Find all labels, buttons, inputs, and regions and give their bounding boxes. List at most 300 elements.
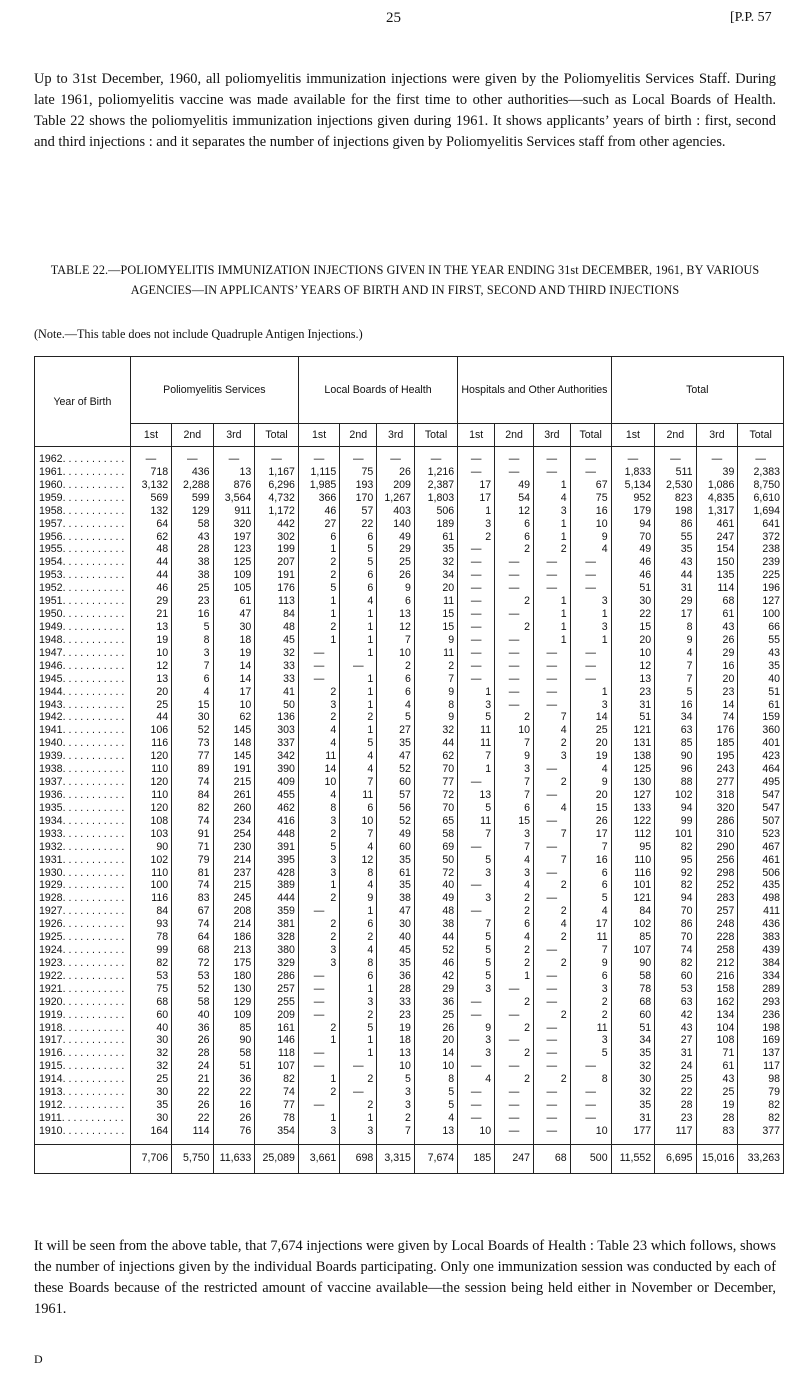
value-cell: 74 xyxy=(655,944,696,957)
value-cell: 1,086 xyxy=(696,479,738,492)
value-cell: 44 xyxy=(130,569,171,582)
year-cell: 1926. . . . . . . . . . . xyxy=(35,918,131,931)
value-cell: 7 xyxy=(340,776,377,789)
value-cell: 444 xyxy=(255,892,299,905)
value-cell: 61 xyxy=(738,699,784,712)
value-cell: 1,317 xyxy=(696,505,738,518)
value-cell: 1 xyxy=(340,1047,377,1060)
value-cell: 2 xyxy=(495,905,534,918)
value-cell: 360 xyxy=(738,724,784,737)
value-cell: 1 xyxy=(340,983,377,996)
value-cell: 19 xyxy=(570,750,611,763)
value-cell: — xyxy=(458,1112,495,1125)
value-cell: 169 xyxy=(738,1034,784,1047)
value-cell: 2 xyxy=(495,595,534,608)
value-cell: 12 xyxy=(130,660,171,673)
value-cell: — xyxy=(298,983,339,996)
value-cell: 318 xyxy=(696,789,738,802)
group-header-local-boards: Local Boards of Health xyxy=(298,357,457,424)
value-cell: 4 xyxy=(377,699,415,712)
value-cell: — xyxy=(458,647,495,660)
value-cell: 33 xyxy=(255,660,299,673)
value-cell: 102 xyxy=(611,918,655,931)
value-cell: 40 xyxy=(377,931,415,944)
value-cell: 29 xyxy=(655,595,696,608)
value-cell: 2 xyxy=(534,1073,571,1086)
year-cell: 1912. . . . . . . . . . . xyxy=(35,1099,131,1112)
value-cell: 22 xyxy=(172,1086,213,1099)
value-cell: 1 xyxy=(298,1034,339,1047)
value-cell: 252 xyxy=(696,879,738,892)
value-cell: 114 xyxy=(172,1125,213,1138)
value-cell: 547 xyxy=(738,802,784,815)
value-cell: 130 xyxy=(611,776,655,789)
year-cell: 1927. . . . . . . . . . . xyxy=(35,905,131,918)
value-cell: 12 xyxy=(377,621,415,634)
value-cell: 138 xyxy=(611,750,655,763)
value-cell: 9 xyxy=(377,582,415,595)
value-cell: 60 xyxy=(655,970,696,983)
value-cell: 436 xyxy=(172,466,213,479)
value-cell: 383 xyxy=(738,931,784,944)
value-cell: 17 xyxy=(458,479,495,492)
value-cell: 92 xyxy=(655,867,696,880)
value-cell: 2 xyxy=(534,1009,571,1022)
value-cell: 11 xyxy=(458,724,495,737)
value-cell: — xyxy=(458,569,495,582)
value-cell: 261 xyxy=(213,789,255,802)
value-cell: 2 xyxy=(298,621,339,634)
value-cell: 1,172 xyxy=(255,505,299,518)
value-cell: 30 xyxy=(172,711,213,724)
value-cell: 13 xyxy=(611,673,655,686)
value-cell: 384 xyxy=(738,957,784,970)
value-cell: 1 xyxy=(534,518,571,531)
value-cell: 49 xyxy=(611,543,655,556)
value-cell: — xyxy=(495,608,534,621)
value-cell: 28 xyxy=(377,983,415,996)
value-cell: 30 xyxy=(130,1086,171,1099)
value-cell: — xyxy=(495,1086,534,1099)
value-cell: 35 xyxy=(611,1047,655,1060)
value-cell: 189 xyxy=(414,518,457,531)
value-cell: 7 xyxy=(377,634,415,647)
table-row xyxy=(35,466,784,479)
value-cell: 23 xyxy=(611,686,655,699)
value-cell: 53 xyxy=(655,983,696,996)
value-cell: 1 xyxy=(458,763,495,776)
value-cell: 70 xyxy=(655,931,696,944)
value-cell: 70 xyxy=(611,531,655,544)
value-cell: 1 xyxy=(298,634,339,647)
year-cell: 1955. . . . . . . . . . . xyxy=(35,543,131,556)
value-cell: 257 xyxy=(255,983,299,996)
value-cell: 75 xyxy=(570,492,611,505)
table-row xyxy=(35,453,784,466)
value-cell: 55 xyxy=(655,531,696,544)
value-cell: 511 xyxy=(655,466,696,479)
value-cell: — xyxy=(495,582,534,595)
value-cell: 3 xyxy=(298,957,339,970)
table-row xyxy=(35,686,784,699)
value-cell: — xyxy=(458,1099,495,1112)
table-row xyxy=(35,595,784,608)
value-cell: 5 xyxy=(340,543,377,556)
value-cell: 77 xyxy=(414,776,457,789)
value-cell: — xyxy=(534,1112,571,1125)
year-cell: 1915. . . . . . . . . . . xyxy=(35,1060,131,1073)
value-cell: 60 xyxy=(377,841,415,854)
value-cell: 9 xyxy=(495,750,534,763)
table-row xyxy=(35,569,784,582)
value-cell: 1 xyxy=(340,634,377,647)
value-cell: 46 xyxy=(611,569,655,582)
value-cell: 107 xyxy=(255,1060,299,1073)
value-cell: 9 xyxy=(340,892,377,905)
value-cell: 7 xyxy=(495,841,534,854)
value-cell: 60 xyxy=(377,776,415,789)
value-cell: — xyxy=(534,944,571,957)
value-cell: 110 xyxy=(130,867,171,880)
value-cell: 116 xyxy=(611,867,655,880)
year-cell: 1910. . . . . . . . . . . xyxy=(35,1125,131,1138)
subheader-3rd: 3rd xyxy=(213,424,255,447)
value-cell: — xyxy=(534,1099,571,1112)
value-cell: 78 xyxy=(611,983,655,996)
value-cell: — xyxy=(298,1009,339,1022)
value-cell: 3 xyxy=(377,1086,415,1099)
value-cell: 129 xyxy=(213,996,255,1009)
table-row xyxy=(35,660,784,673)
value-cell: 140 xyxy=(377,518,415,531)
value-cell: 11 xyxy=(414,595,457,608)
value-cell: 506 xyxy=(738,867,784,880)
value-cell: 7 xyxy=(414,673,457,686)
value-cell: 1 xyxy=(458,505,495,518)
page-reference: [P.P. 57 xyxy=(730,10,772,25)
value-cell: 117 xyxy=(738,1060,784,1073)
value-cell: 16 xyxy=(570,505,611,518)
year-cell: 1949. . . . . . . . . . . xyxy=(35,621,131,634)
year-cell: 1946. . . . . . . . . . . xyxy=(35,660,131,673)
subheader-total: Total xyxy=(255,424,299,447)
value-cell: — xyxy=(495,1112,534,1125)
value-cell: 260 xyxy=(213,802,255,815)
value-cell: 4 xyxy=(570,543,611,556)
value-cell: 2 xyxy=(414,660,457,673)
value-cell: — xyxy=(570,556,611,569)
value-cell: 127 xyxy=(738,595,784,608)
value-cell: 495 xyxy=(738,776,784,789)
value-cell: 154 xyxy=(696,543,738,556)
value-cell: 2 xyxy=(495,1073,534,1086)
value-cell: 1 xyxy=(298,595,339,608)
value-cell: — xyxy=(534,789,571,802)
value-cell: 1,115 xyxy=(298,466,339,479)
year-cell: 1953. . . . . . . . . . . xyxy=(35,569,131,582)
table-row xyxy=(35,841,784,854)
value-cell: 70 xyxy=(414,802,457,815)
value-cell: 2 xyxy=(495,957,534,970)
value-cell: 101 xyxy=(655,828,696,841)
value-cell: 93 xyxy=(130,918,171,931)
value-cell: 28 xyxy=(172,543,213,556)
value-cell: 44 xyxy=(414,931,457,944)
value-cell: — xyxy=(570,1112,611,1125)
year-cell: 1935. . . . . . . . . . . xyxy=(35,802,131,815)
value-cell: 5 xyxy=(458,970,495,983)
value-cell: 11 xyxy=(458,815,495,828)
value-cell: 195 xyxy=(696,750,738,763)
value-cell: 3 xyxy=(458,867,495,880)
value-cell: 4 xyxy=(534,918,571,931)
value-cell: 10 xyxy=(611,647,655,660)
value-cell: 100 xyxy=(130,879,171,892)
value-cell: 1,833 xyxy=(611,466,655,479)
value-cell: 4 xyxy=(458,1073,495,1086)
value-cell: 328 xyxy=(255,931,299,944)
value-cell: 3 xyxy=(340,996,377,1009)
value-cell: 123 xyxy=(213,543,255,556)
value-cell: 243 xyxy=(696,763,738,776)
total-cell: 68 xyxy=(534,1144,571,1173)
value-cell: 2 xyxy=(495,1047,534,1060)
value-cell: 84 xyxy=(255,608,299,621)
value-cell: 10 xyxy=(414,1060,457,1073)
table-row xyxy=(35,1073,784,1086)
value-cell: 4 xyxy=(495,879,534,892)
value-cell: — xyxy=(534,970,571,983)
value-cell: 4 xyxy=(340,750,377,763)
value-cell: 2 xyxy=(495,892,534,905)
table-row xyxy=(35,647,784,660)
value-cell: 94 xyxy=(655,892,696,905)
value-cell: 113 xyxy=(255,595,299,608)
value-cell: 6 xyxy=(377,686,415,699)
value-cell: 6 xyxy=(570,970,611,983)
value-cell: 6 xyxy=(340,582,377,595)
value-cell: 109 xyxy=(213,1009,255,1022)
value-cell: 20 xyxy=(570,789,611,802)
value-cell: — xyxy=(570,466,611,479)
value-cell: 23 xyxy=(696,686,738,699)
value-cell: 3 xyxy=(534,750,571,763)
table-row xyxy=(35,1047,784,1060)
injections-table xyxy=(34,356,784,1174)
value-cell: 52 xyxy=(377,815,415,828)
value-cell: 2 xyxy=(570,1009,611,1022)
value-cell: 108 xyxy=(130,815,171,828)
value-cell: — xyxy=(534,892,571,905)
value-cell: 14 xyxy=(414,1047,457,1060)
value-cell: 68 xyxy=(696,595,738,608)
value-cell: 176 xyxy=(696,724,738,737)
value-cell: — xyxy=(534,647,571,660)
table-row xyxy=(35,1060,784,1073)
value-cell: 42 xyxy=(655,1009,696,1022)
table-row xyxy=(35,879,784,892)
value-cell: 6,610 xyxy=(738,492,784,505)
value-cell: 23 xyxy=(655,1112,696,1125)
value-cell: 30 xyxy=(611,595,655,608)
value-cell: 91 xyxy=(172,828,213,841)
value-cell: 33 xyxy=(377,996,415,1009)
table-row xyxy=(35,543,784,556)
value-cell: 106 xyxy=(130,724,171,737)
value-cell: 247 xyxy=(696,531,738,544)
value-cell: 2,387 xyxy=(414,479,457,492)
value-cell: 2 xyxy=(298,1022,339,1035)
subheader-1st: 1st xyxy=(298,424,339,447)
value-cell: 57 xyxy=(340,505,377,518)
value-cell: 121 xyxy=(611,892,655,905)
value-cell: 32 xyxy=(255,647,299,660)
value-cell: 599 xyxy=(172,492,213,505)
value-cell: 186 xyxy=(213,931,255,944)
value-cell: — xyxy=(495,983,534,996)
year-cell: 1911. . . . . . . . . . . xyxy=(35,1112,131,1125)
total-cell: 3,661 xyxy=(298,1144,339,1173)
value-cell: — xyxy=(495,634,534,647)
value-cell: 26 xyxy=(172,1034,213,1047)
value-cell: 45 xyxy=(377,944,415,957)
value-cell: 55 xyxy=(738,634,784,647)
value-cell: 7 xyxy=(570,944,611,957)
value-cell: 90 xyxy=(611,957,655,970)
footer-mark: D xyxy=(34,1352,43,1366)
value-cell: 5 xyxy=(458,802,495,815)
table-row xyxy=(35,776,784,789)
value-cell: 2 xyxy=(534,776,571,789)
value-cell: 2 xyxy=(534,957,571,970)
group-header-total: Total xyxy=(611,357,783,424)
value-cell: 20 xyxy=(414,582,457,595)
value-cell: 4 xyxy=(495,854,534,867)
value-cell: 25 xyxy=(130,1073,171,1086)
value-cell: 58 xyxy=(611,970,655,983)
year-cell: 1922. . . . . . . . . . . xyxy=(35,970,131,983)
value-cell: 2 xyxy=(298,686,339,699)
value-cell: 3 xyxy=(458,1047,495,1060)
value-cell: 5 xyxy=(340,737,377,750)
value-cell: 117 xyxy=(655,1125,696,1138)
value-cell: 53 xyxy=(130,970,171,983)
value-cell: 2 xyxy=(298,711,339,724)
value-cell: 162 xyxy=(696,996,738,1009)
value-cell: — xyxy=(495,647,534,660)
value-cell: 74 xyxy=(172,776,213,789)
value-cell: — xyxy=(495,699,534,712)
value-cell: 283 xyxy=(696,892,738,905)
value-cell: — xyxy=(534,466,571,479)
value-cell: 79 xyxy=(172,854,213,867)
value-cell: 67 xyxy=(172,905,213,918)
value-cell: 254 xyxy=(213,828,255,841)
value-cell: 8 xyxy=(655,621,696,634)
value-cell: 89 xyxy=(172,763,213,776)
value-cell: 9 xyxy=(414,686,457,699)
value-cell: 461 xyxy=(696,518,738,531)
subheader-2nd: 2nd xyxy=(495,424,534,447)
value-cell: 4 xyxy=(298,724,339,737)
total-cell: 5,750 xyxy=(172,1144,213,1173)
value-cell: 11 xyxy=(340,789,377,802)
value-cell: — xyxy=(570,647,611,660)
value-cell: 5 xyxy=(298,841,339,854)
value-cell: 19 xyxy=(213,647,255,660)
value-cell: 26 xyxy=(377,466,415,479)
value-cell: 25 xyxy=(570,724,611,737)
value-cell: 5 xyxy=(570,1047,611,1060)
value-cell: 10 xyxy=(377,647,415,660)
value-cell: 6 xyxy=(570,867,611,880)
value-cell: 2 xyxy=(495,1022,534,1035)
value-cell: 30 xyxy=(377,918,415,931)
value-cell: 1 xyxy=(340,905,377,918)
value-cell: 435 xyxy=(738,879,784,892)
value-cell: 18 xyxy=(377,1034,415,1047)
value-cell: 718 xyxy=(130,466,171,479)
value-cell: 6 xyxy=(340,802,377,815)
value-cell: 380 xyxy=(255,944,299,957)
table-row xyxy=(35,673,784,686)
value-cell: 2 xyxy=(377,660,415,673)
value-cell: 82 xyxy=(738,1112,784,1125)
table-row xyxy=(35,492,784,505)
value-cell: 11 xyxy=(458,737,495,750)
value-cell: — xyxy=(458,608,495,621)
value-cell: 68 xyxy=(172,944,213,957)
value-cell: 22 xyxy=(172,1112,213,1125)
table-note: (Note.—This table does not include Quadruple Antigen Injections.) xyxy=(34,327,363,341)
value-cell: — xyxy=(534,1047,571,1060)
value-cell: 50 xyxy=(414,854,457,867)
value-cell: 31 xyxy=(655,1047,696,1060)
value-cell: 3 xyxy=(298,944,339,957)
value-cell: 1,803 xyxy=(414,492,457,505)
subheader-total: Total xyxy=(570,424,611,447)
subheader-1st: 1st xyxy=(458,424,495,447)
value-cell: 3 xyxy=(570,621,611,634)
value-cell: 2 xyxy=(340,1073,377,1086)
value-cell: 47 xyxy=(213,608,255,621)
value-cell: 14 xyxy=(213,673,255,686)
table-row xyxy=(35,763,784,776)
value-cell: 461 xyxy=(738,854,784,867)
value-cell: 35 xyxy=(655,543,696,556)
year-cell: 1942. . . . . . . . . . . xyxy=(35,711,131,724)
value-cell: — xyxy=(534,453,571,466)
value-cell: 29 xyxy=(414,983,457,996)
value-cell: 74 xyxy=(696,711,738,724)
value-cell: 1 xyxy=(534,608,571,621)
value-cell: 3 xyxy=(298,815,339,828)
year-cell: 1924. . . . . . . . . . . xyxy=(35,944,131,957)
year-cell: 1958. . . . . . . . . . . xyxy=(35,505,131,518)
year-cell: 1961. . . . . . . . . . . xyxy=(35,466,131,479)
value-cell: 207 xyxy=(255,556,299,569)
value-cell: 1 xyxy=(534,479,571,492)
value-cell: 3,564 xyxy=(213,492,255,505)
value-cell: 20 xyxy=(696,673,738,686)
value-cell: — xyxy=(458,660,495,673)
table-row xyxy=(35,996,784,1009)
value-cell: 462 xyxy=(255,802,299,815)
value-cell: 1,985 xyxy=(298,479,339,492)
value-cell: 105 xyxy=(213,582,255,595)
value-cell: 122 xyxy=(611,815,655,828)
value-cell: 50 xyxy=(255,699,299,712)
